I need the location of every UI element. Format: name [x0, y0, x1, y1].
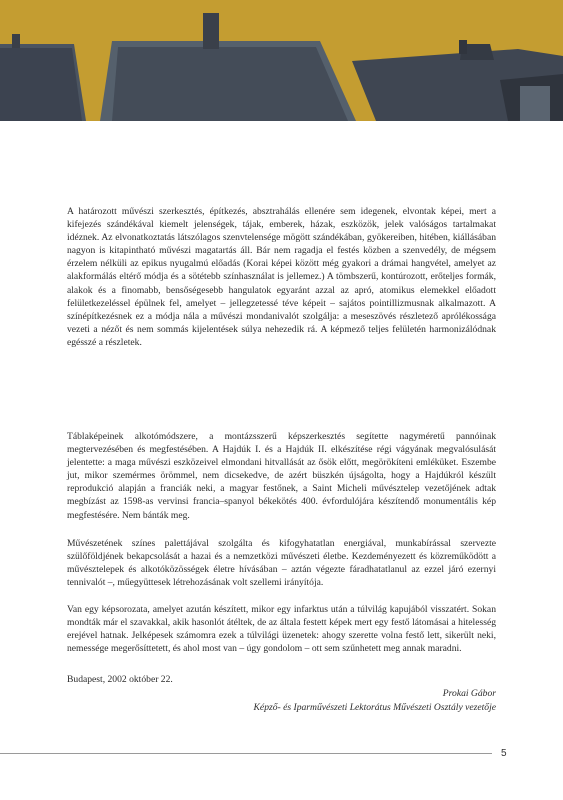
place-date: Budapest, 2002 október 22.: [67, 674, 173, 685]
paragraph-2: Táblaképeinek alkotómódszere, a montázsszerű képszerkesztés segítette nagyméretű pannóinak megtervezésében és megfestésében. A Hajdúk I. és a Hajdúk II. elkészítése régi vágyának megvalósulását jelentette: a maga művészi eszközeivel elmondani hitvallását az ősök előtt, megörökíteni emléküket. Eszembe jut, mikor szemérmes örömmel, nem dicsekedve, de azért büszkén újságolta, hogy a Hajdúkról készült reprodukció alapján a franciák neki, a magyar festőnek, a Saint Micheli művésztelep vezetőjének adtak megbízást az 1598-as vervinsi francia–spanyol békekötés 400. évfordulójára készítendő monumentális kép megfestésére. Nem bánták meg.: [67, 431, 496, 521]
signature-name: Prokai Gábor: [442, 688, 496, 699]
paragraph-1: A határozott művészi szerkesztés, építkezés, absztrahálás ellenére sem idegenek, elvontak képei, mert a kifejezés szándékával kiemelt jelenségek, tájak, emberek, házak, eszközök, jelek valóságos tartalmakat idéznek. Az elvonatkoztatás látszólagos szenvtelensége mögött szándékában, gyökereiben, hitében, kiállásában nagyon is kitapintható művészi magatartás áll. Bár nem ragadja el festés közben a szenvedély, de mégsem érzelem nélküli az epikus nyugalmú előadás (Korai képei között még gyakori a drámai hangvétel, amelyet az alakformálás eltérő módja és a sötétebb színhasználat is jellemez.) A tömbszerű, kontúrozott, erőteljes formák, alakok és a finomabb, bensőségesebb hangulatok egyaránt azzal az apró, atomikus elemekkel előadott felületkezeléssel épülnek fel, amelyet – jellegzetessé téve képeit – sajátos pointillizmusnak alkalmazott. A színépítkezésnek ez a módja nála a művészi mondanivalót szolgálja: a meseszövés részletező aprólékossága vezeti a nézőt és nem sommás kijelentések súlya nehezedik rá. A képmező teljes felületén harmonizálódnak egésszé a részletek.: [67, 206, 496, 348]
rooftops-painting: [0, 0, 563, 121]
footer-rule: [0, 753, 492, 754]
paragraph-3: Művészetének színes palettájával szolgálta és kifogyhatatlan energiával, munkabírással szervezte szülőföldjének bekapcsolását a hazai és a nemzetközi művészeti életbe. Kezdeményezett és közreműködött a művésztelepek és alkotóközösségek életre hívásában – aztán végezte fáradhatatlanul az ezzel járó ezernyi tennivalót –, műegyüttesek létrehozásának volt szellemi irányítója.: [67, 538, 496, 589]
paragraph-4: Van egy képsorozata, amelyet azután készített, mikor egy infarktus után a túlvilág kapujából visszatért. Sokan mondták már el szavakkal, akik hasonlót átéltek, de az általa festett képek mert egy festő látomásai a hitelesség erejével hatnak. Jelképesek számomra ezek a túlvilági üzenetek: ahogy szerette volna festő lett, sikerült neki, nemessége megerősíttetett, és ahol most van – úgy gondolom – ott sem szűnhetett meg annak maradni.: [67, 604, 496, 655]
signature-role: Képző- és Iparművészeti Lektorátus Művészeti Osztály vezetője: [253, 702, 496, 713]
page-number: 5: [501, 748, 507, 759]
